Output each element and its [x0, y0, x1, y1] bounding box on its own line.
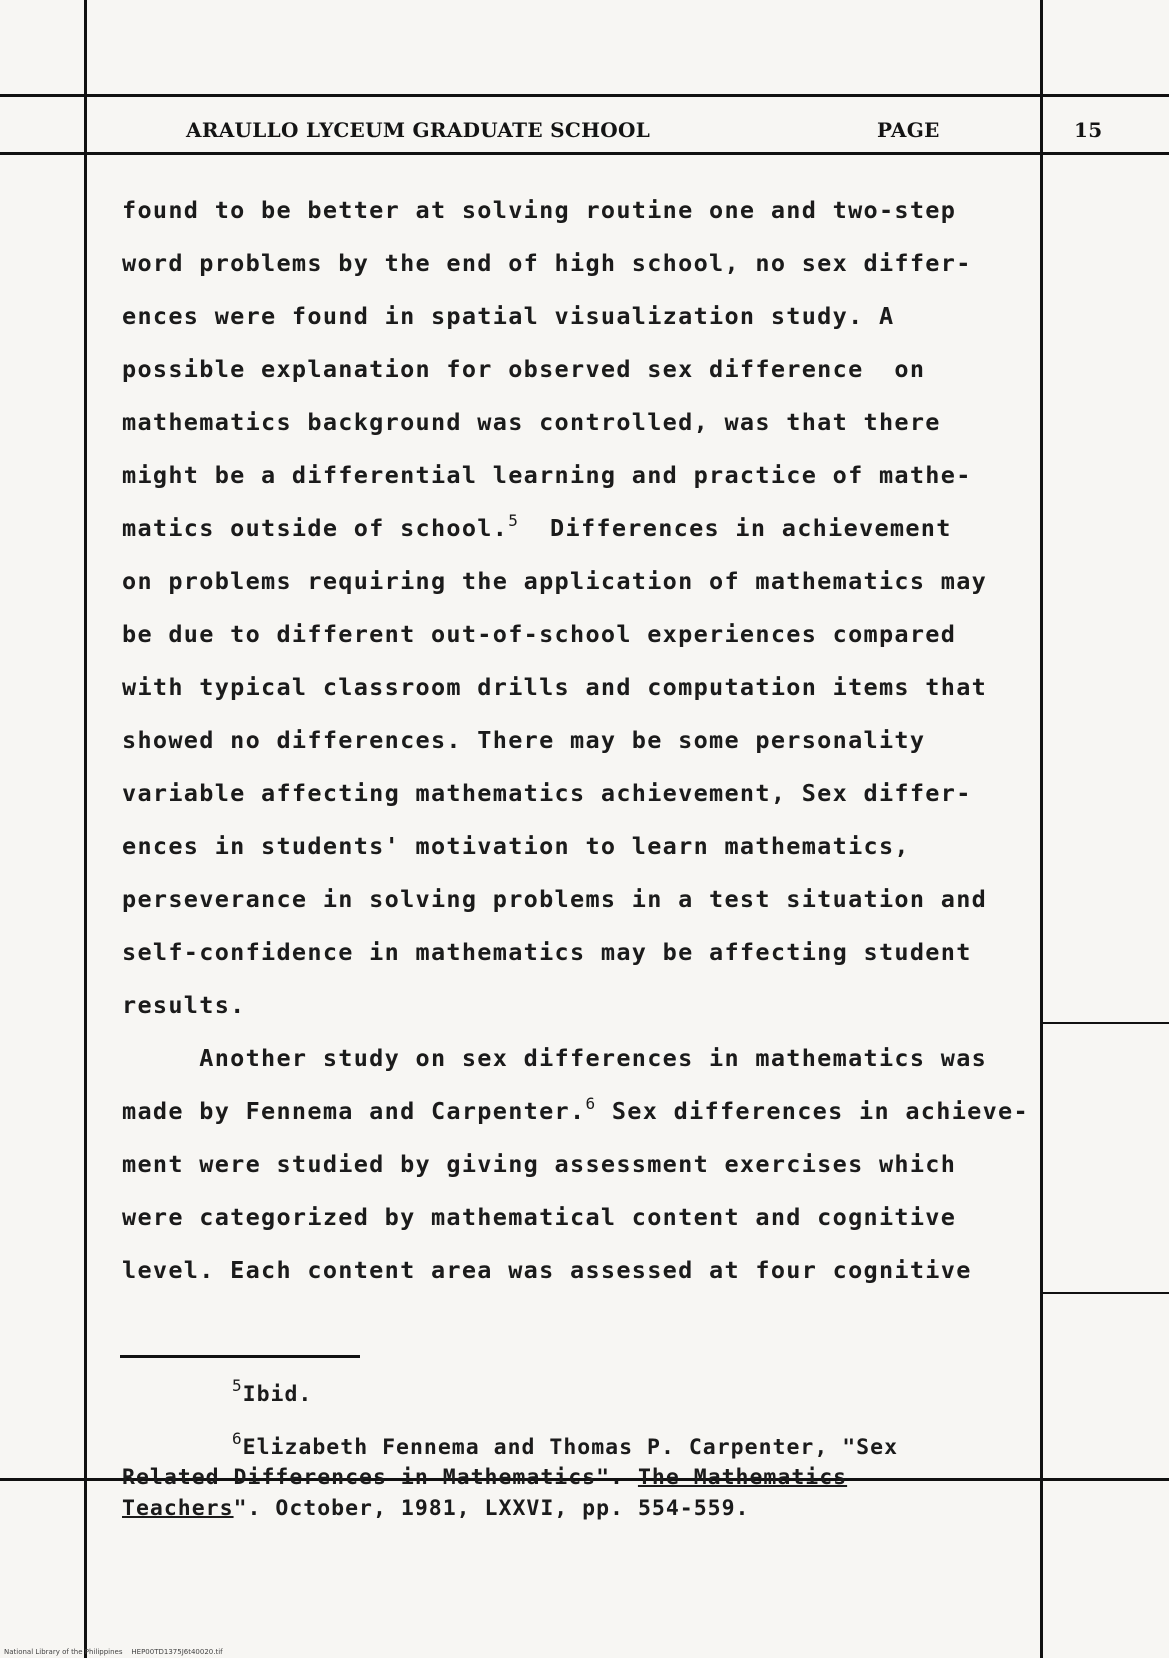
- footnote-separator: [120, 1355, 360, 1358]
- body-line-7-text: matics outside of school.: [122, 514, 509, 542]
- footnote-6-line-2-text: Related Differences in Mathematics".: [122, 1465, 638, 1490]
- body-line-16: results.: [122, 991, 246, 1019]
- body-line-18-tail: Sex differences in achieve-: [596, 1097, 1029, 1125]
- body-line-7-tail: Differences in achievement: [519, 514, 952, 542]
- body-line-13: ences in students' motivation to learn mathematics,: [122, 832, 910, 860]
- body-line-7: [122, 511, 952, 542]
- footnote-6-line-3-tail: ". October, 1981, LXXVI, pp. 554-559.: [233, 1496, 750, 1521]
- body-line-14: perseverance in solving problems in a test situation and: [122, 885, 988, 913]
- right-margin-rule-1: [1042, 1022, 1169, 1024]
- body-line-19: ment were studied by giving assessment exercises which: [122, 1150, 957, 1178]
- body-line-18: [122, 1094, 1029, 1125]
- footnote-5-text: Ibid.: [242, 1382, 313, 1407]
- right-margin-rule-2: [1042, 1292, 1169, 1294]
- body-line-21: level. Each content area was assessed at four cognitive: [122, 1256, 972, 1284]
- footnote-6-line-1-text: Elizabeth Fennema and Thomas P. Carpenter, "Sex: [242, 1435, 899, 1460]
- page-number: 15: [1074, 118, 1103, 142]
- body-line-17: Another study on sex differences in mathematics was: [122, 1044, 988, 1072]
- header-bottom-rule: [0, 152, 1169, 155]
- footnote-ref-6: 6: [585, 1094, 597, 1113]
- left-margin-line: [84, 0, 87, 1658]
- footnote-6-journal-part-2: Teachers: [122, 1496, 234, 1521]
- body-line-9: be due to different out-of-school experiences compared: [122, 620, 957, 648]
- body-line-20: were categorized by mathematical content and cognitive: [122, 1203, 957, 1231]
- footnote-6-line-1: [232, 1429, 899, 1460]
- right-margin-line: [1040, 0, 1043, 1658]
- school-name: ARAULLO LYCEUM GRADUATE SCHOOL: [186, 118, 651, 142]
- body-line-8: on problems requiring the application of mathematics may: [122, 567, 988, 595]
- body-line-18-text: made by Fennema and Carpenter.: [122, 1097, 586, 1125]
- footnote-6-line-2: [122, 1465, 847, 1490]
- footnote-5-marker: 5: [232, 1376, 243, 1395]
- body-line-15: self-confidence in mathematics may be affecting student: [122, 938, 972, 966]
- body-line-2: word problems by the end of high school, no sex differ-: [122, 249, 972, 277]
- body-line-1: found to be better at solving routine one and two-step: [122, 196, 957, 224]
- body-line-11: showed no differences. There may be some personality: [122, 726, 926, 754]
- footnote-6-journal-part-1: The Mathematics: [637, 1465, 848, 1490]
- footnote-6-line-3: [122, 1496, 750, 1521]
- scan-watermark: National Library of the Philippines HEP00TD1375J6t40020.tif: [4, 1648, 223, 1656]
- top-rule: [0, 94, 1169, 97]
- body-line-10: with typical classroom drills and computation items that: [122, 673, 988, 701]
- footnote-ref-5: 5: [508, 511, 520, 530]
- body-line-3: ences were found in spatial visualization study. A: [122, 302, 895, 330]
- footnote-6-marker: 6: [232, 1429, 243, 1448]
- body-line-12: variable affecting mathematics achievement, Sex differ-: [122, 779, 972, 807]
- footnote-5: [232, 1376, 313, 1407]
- body-line-5: mathematics background was controlled, was that there: [122, 408, 941, 436]
- body-line-4: possible explanation for observed sex difference on: [122, 355, 926, 383]
- body-line-6: might be a differential learning and practice of mathe-: [122, 461, 972, 489]
- page-label: PAGE: [877, 118, 940, 142]
